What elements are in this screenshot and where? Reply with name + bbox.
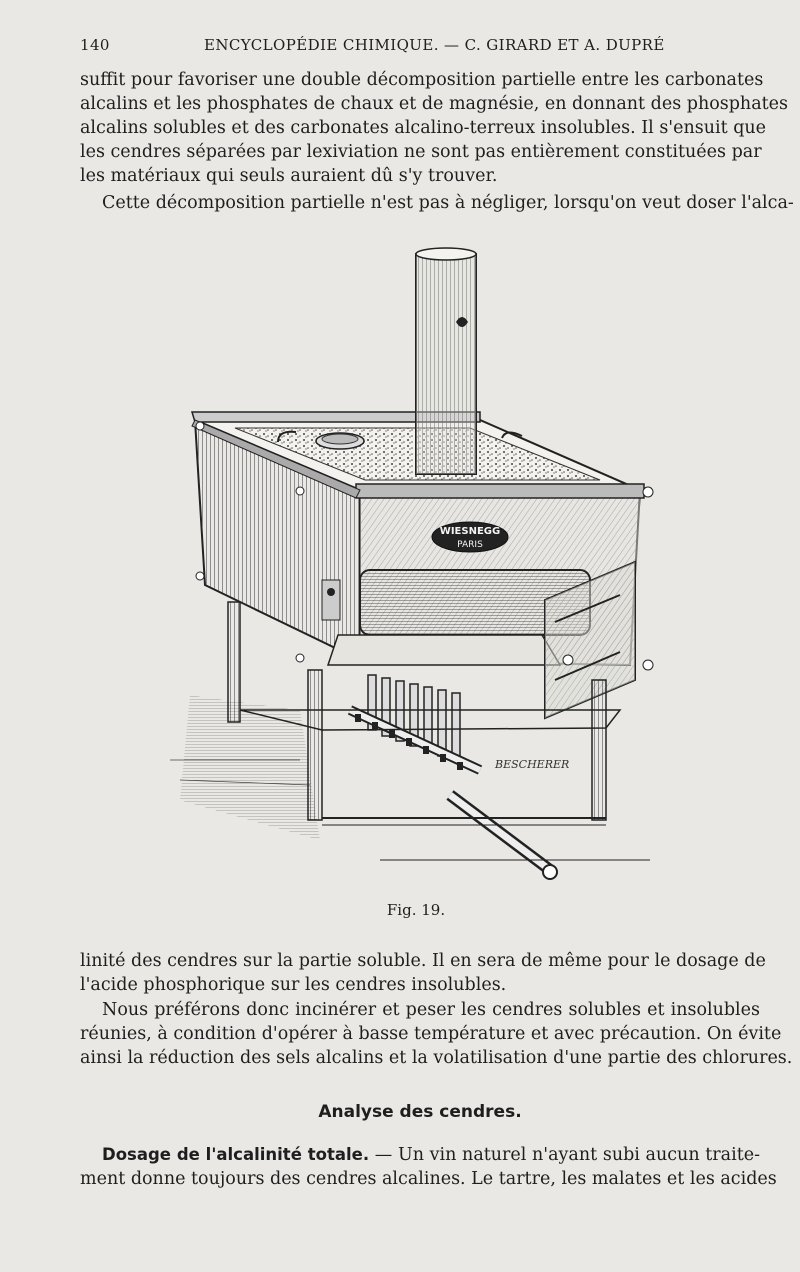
page-number: 140 [80,36,110,54]
section-heading: Analyse des cendres. [318,1102,522,1122]
text-line: suffit pour favoriser une double décomposition partielle entre les carbonates [80,70,764,90]
paragraph-1 [80,68,789,188]
plate-city: PARIS [457,540,483,550]
text-line: alcalins et les phosphates de chaux et de magnésie, en donnant des phosphates [80,94,789,114]
figure-caption: Fig. 19. [386,901,446,919]
text-line: alcalins solubles et des carbonates alcalino-terreux insolubles. Il s'ensuit que [80,118,767,138]
text-line: Cette décomposition partielle n'est pas à négliger, lorsqu'on veut doser l'alca- [102,193,794,213]
run-in-heading: Dosage de l'alcalinité totale. [102,1145,370,1164]
plate-maker-name: WIESNEGG [439,526,501,537]
text-line: Nous préférons donc incinérer et peser les cendres solubles et insolubles [102,1000,760,1020]
text-line [80,1143,760,1167]
engraver-signature: BESCHERER [495,758,570,771]
text-segment: — Un vin naturel n'ayant subi aucun traite- [369,1145,760,1165]
stove-engraving [150,240,670,900]
text-line: ainsi la réduction des sels alcalins et la volatilisation d'une partie des chlorures. [80,1048,793,1068]
running-title: ENCYCLOPÉDIE CHIMIQUE. — C. GIRARD ET A. DUPRÉ [204,36,665,54]
text-line: l'acide phosphorique sur les cendres insolubles. [80,975,507,995]
text-line: ment donne toujours des cendres alcalines. Le tartre, les malates et les acides [80,1169,777,1189]
paragraph-2 [80,191,794,215]
paragraph-3 [80,998,793,1070]
text-line: les cendres séparées par lexiviation ne sont pas entièrement constituées par [80,142,762,162]
text-line: réunies, à condition d'opérer à basse température et avec précaution. On évite [80,1024,782,1044]
paragraph-2-continued [80,949,766,997]
text-line: les matériaux qui seuls auraient dû s'y trouver. [80,166,498,186]
text-line: linité des cendres sur la partie soluble. Il en sera de même pour le dosage de [80,951,766,971]
paragraph-4 [80,1143,777,1191]
